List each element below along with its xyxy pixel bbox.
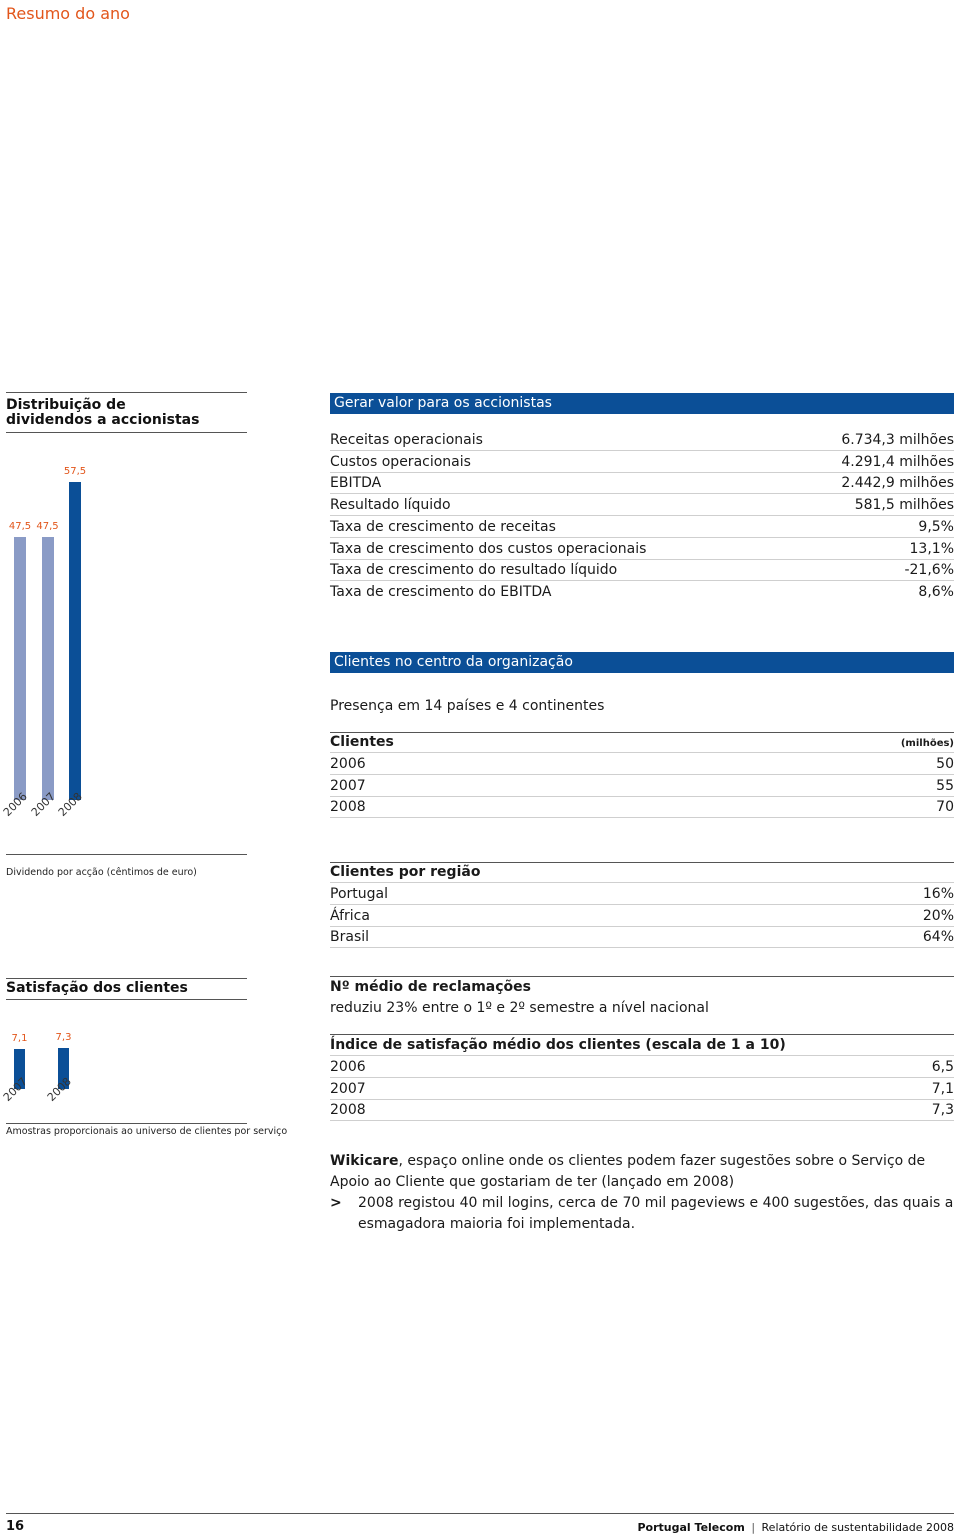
table-row [330,776,954,797]
table-row [330,495,954,516]
table-row [330,430,954,451]
row-label: EBITDA [330,475,382,492]
footer-rule [6,1513,954,1514]
region-title: Clientes por região [330,864,481,880]
table-row [330,452,954,473]
table-row [330,539,954,560]
table-row [330,1079,954,1100]
table-row [330,1100,954,1121]
table-row [330,560,954,581]
row-value: 4.291,4 milhões [841,453,954,470]
row-value: 64% [922,929,954,946]
table-row [330,884,954,905]
table-row [330,1057,954,1078]
divider [6,978,247,979]
bar-category-label: 2006 [0,790,30,819]
row-value: 581,5 milhões [854,497,954,514]
clients-header: Clientes no centro da organização [330,652,954,673]
bar-value-label: 57,5 [63,466,87,477]
row-value: 8,6% [918,583,954,600]
row-label: Resultado líquido [330,497,451,514]
clients-table-unit: (milhões) [900,738,954,749]
chart-bar [69,482,81,800]
complaints-text: reduziu 23% entre o 1º e 2º semestre a nível nacional [330,1000,709,1016]
satisfaction-caption: Amostras proporcionais ao universo de clientes por serviço [6,1126,288,1137]
divider [6,392,247,393]
table-row [330,754,954,775]
bar-category-label: 2007 [0,1075,30,1104]
row-value: 6,5 [931,1059,954,1075]
row-label: 2007 [330,1080,366,1097]
section-title: Resumo do ano [6,4,130,23]
row-label: Brasil [330,929,370,946]
row-label: Receitas operacionais [330,432,483,448]
table-row [330,473,954,494]
table-row [330,517,954,538]
footer-company: Portugal Telecom [637,1521,745,1534]
bullet-text: 2008 registou 40 mil logins, cerca de 70 mil pageviews e 400 sugestões, das quais a esmagadora maioria foi implementada. [358,1195,954,1232]
row-value: 9,5% [918,518,954,535]
table-row [330,927,954,948]
shareholders-header: Gerar valor para os accionistas [330,393,954,414]
wikicare-text: , espaço online onde os clientes podem fazer sugestões sobre o Serviço de Apoio ao Cliente que gostariam de ter (lançado em 2008) [330,1153,926,1190]
table-row [330,582,954,603]
row-label: Portugal [330,886,388,902]
table-row [330,906,954,927]
row-value: 13,1% [909,540,954,557]
bar-category-label: 2008 [55,790,85,819]
row-label: Taxa de crescimento de receitas [330,518,556,535]
footer-separator: | [751,1521,756,1534]
region-table-header [330,862,954,883]
chart-bar [42,537,54,800]
bullet-marker: > [330,1195,342,1211]
bar-value-label: 47,5 [8,521,32,533]
bar-category-label: 2008 [44,1075,74,1104]
row-label: 2007 [330,777,366,794]
satisfaction-title: Satisfação dos clientes [6,980,188,996]
footer-text [638,1521,955,1534]
row-label: Taxa de crescimento do resultado líquido [330,562,618,579]
footer-report: Relatório de sustentabilidade 2008 [761,1521,954,1534]
row-label: Custos operacionais [330,453,471,470]
row-label: 2006 [330,1059,366,1075]
row-label: África [330,907,370,924]
row-value: 20% [922,907,954,924]
chart-bar [14,537,26,800]
divider [6,432,247,433]
row-label: 2008 [330,799,366,816]
row-label: 2006 [330,756,366,772]
row-value: 2.442,9 milhões [841,475,954,492]
satisfaction-index-title: Índice de satisfação médio dos clientes (escala de 1 a 10) [330,1037,786,1053]
bar-value-label: 7,3 [55,1032,72,1043]
row-label: Taxa de crescimento dos custos operacionais [330,540,647,557]
row-value: 50 [936,756,954,772]
complaints-title: Nº médio de reclamações [330,979,531,995]
row-label: Taxa de crescimento do EBITDA [330,583,552,600]
satisfaction-index-header [330,1035,954,1056]
bar-value-label: 7,1 [11,1033,28,1045]
row-value: -21,6% [904,562,954,579]
page-number: 16 [6,1519,25,1534]
row-value: 7,1 [931,1080,954,1097]
row-value: 55 [936,777,954,794]
divider [6,999,247,1000]
wikicare-name: Wikicare [330,1153,399,1169]
row-value: 16% [922,886,954,902]
clients-table-title: Clientes [330,734,394,750]
row-value: 7,3 [931,1102,954,1119]
table-row [330,797,954,818]
wikicare-paragraph [330,1151,954,1193]
divider [6,854,247,855]
row-value: 70 [936,799,954,816]
presence-text: Presença em 14 países e 4 continentes [330,698,605,714]
row-label: 2008 [330,1102,366,1119]
dividends-caption: Dividendo por acção (cêntimos de euro) [6,867,197,878]
divider [6,1123,247,1124]
bar-value-label: 47,5 [36,521,59,533]
row-value: 6.734,3 milhões [841,432,954,448]
dividends-title: Distribuição de dividendos a accionistas [6,397,200,428]
bar-category-label: 2007 [28,790,58,819]
clients-table-header [330,732,954,753]
